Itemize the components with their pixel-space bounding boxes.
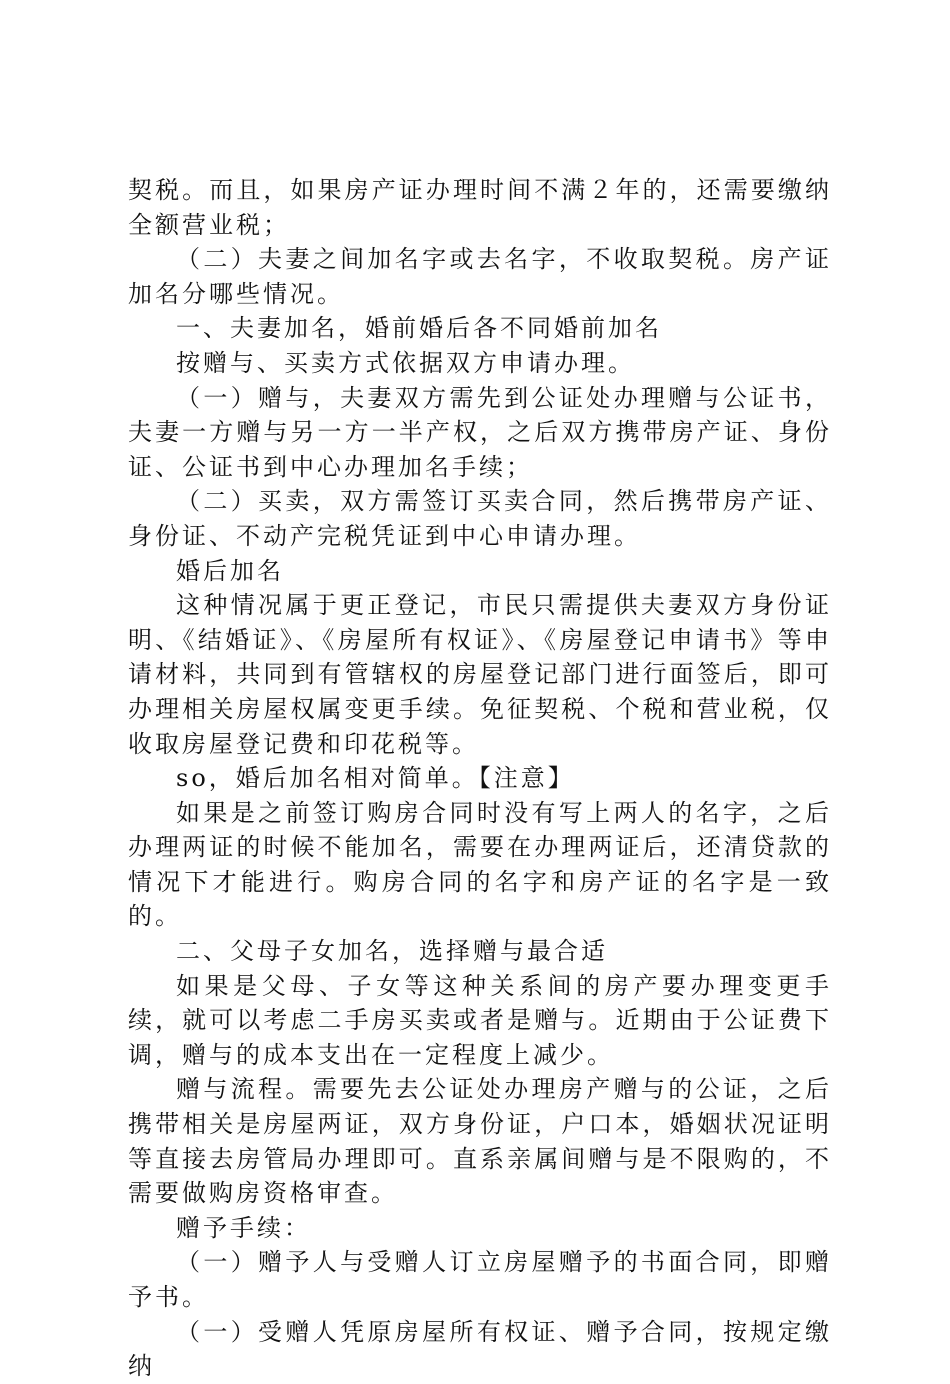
paragraph-13: 赠与流程。需要先去公证处办理房产赠与的公证，之后携带相关是房屋两证，双方身份证，户口本，婚姻状况证明等直接去房管局办理即可。直系亲属间赠与是不限购的，不需要做购房资格审查。 (128, 1075, 832, 1208)
paragraph-1: 契税。而且，如果房产证办理时间不满２年的，还需要缴纳全额营业税； (128, 176, 832, 239)
paragraph-15: （一）赠予人与受赠人订立房屋赠予的书面合同，即赠予书。 (128, 1248, 832, 1311)
section-heading-parents: 二、父母子女加名，选择赠与最合适 (176, 937, 608, 966)
paragraph-4: 按赠与、买卖方式依据双方申请办理。 (176, 348, 635, 377)
paragraph-10: 如果是之前签订购房合同时没有写上两人的名字，之后办理两证的时候不能加名，需要在办理两证后，还清贷款的情况下才能进行。购房合同的名字和房产证的名字是一致的。 (128, 798, 832, 931)
paragraph-16: （一）受赠人凭原房屋所有权证、赠予合同，按规定缴纳 (128, 1317, 832, 1381)
paragraph-8: 这种情况属于更正登记，市民只需提供夫妻双方身份证明、《结婚证》、《房屋所有权证》、《房屋登记申请书》等申请材料，共同到有管辖权的房屋登记部门进行面签后，即可办理相关房屋权属变更手续。免征契税、个税和营业税，仅收取房屋登记费和印花税等。 (128, 591, 832, 758)
paragraph-2: （二）夫妻之间加名字或去名字，不收取契税。房产证加名分哪些情况。 (128, 245, 832, 308)
paragraph-5: （一）赠与，夫妻双方需先到公证处办理赠与公证书，夫妻一方赠与另一方一半产权，之后双方携带房产证、身份证、公证书到中心办理加名手续； (128, 383, 832, 481)
document-body (128, 173, 832, 1384)
paragraph-12: 如果是父母、子女等这种关系间的房产要办理变更手续，就可以考虑二手房买卖或者是赠与。近期由于公证费下调，赠与的成本支出在一定程度上减少。 (128, 971, 832, 1069)
subheading-after-marriage: 婚后加名 (176, 556, 284, 585)
paragraph-6: （二）买卖，双方需签订买卖合同，然后携带房产证、身份证、不动产完税凭证到中心申请办理。 (128, 487, 832, 550)
subheading-gift-procedures: 赠予手续： (176, 1213, 311, 1242)
paragraph-9: so，婚后加名相对简单。【注意】 (176, 764, 575, 793)
section-heading-spouse: 一、夫妻加名，婚前婚后各不同婚前加名 (176, 314, 662, 343)
